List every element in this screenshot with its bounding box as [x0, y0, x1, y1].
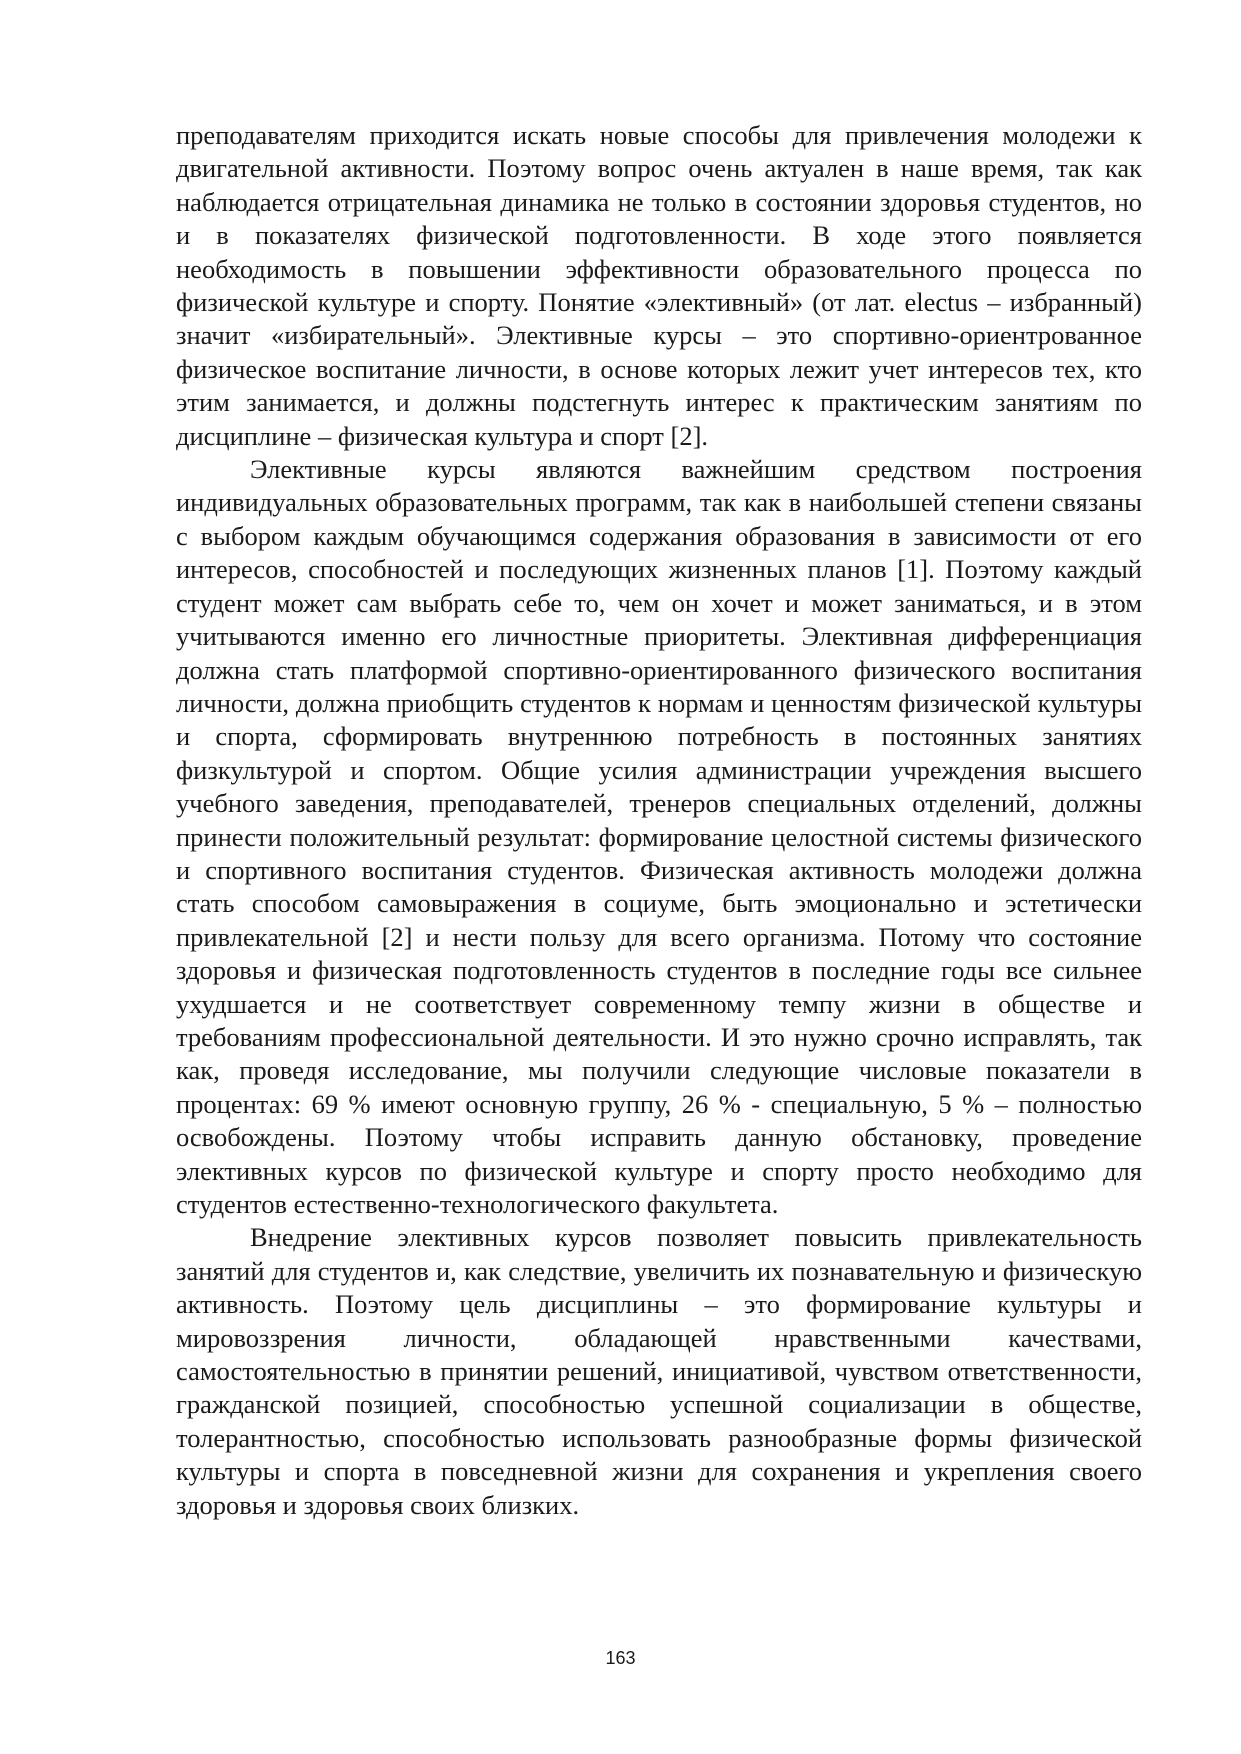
paragraph-3: Внедрение элективных курсов позволяет повысить привлекательность занятий для студентов и, как следствие, увеличить их познавательную и физическую активность. Поэтому цель дисциплины – это формирование культуры и мировоззрения личности, обладающей нравственными качествами, самостоятельностью в принятии решений, инициативой, чувством ответственности, гражданской позицией, способностью успешной социализации в обществе, толерантностью, способностью использовать разнообразные формы физической культуры и спорта в повседневной жизни для сохранения и укрепления своего здоровья и здоровья своих близких.: [176, 1222, 1142, 1520]
page-number: 163: [605, 1648, 636, 1668]
paragraph-2: Элективные курсы являются важнейшим средством построения индивидуальных образовательных программ, так как в наибольшей степени связаны с выбором каждым обучающимся содержания образования в зависимости от его интересов, способностей и последующих жизненных планов [1]. Поэтому каждый студент может сам выбрать себе то, чем он хочет и может заниматься, и в этом учитываются именно его личностные приоритеты. Элективная дифференциация должна стать платформой спортивно-ориентированного физического воспитания личности, должна приобщить студентов к нормам и ценностям физической культуры и спорта, сформировать внутреннюю потребность в постоянных занятиях физкультурой и спортом. Общие усилия администрации учреждения высшего учебного заведения, преподавателей, тренеров специальных отделений, должны принести положительный результат: формирование целостной системы физического и спортивного воспитания студентов. Физическая активность молодежи должна стать способом самовыражения в социуме, быть эмоционально и эстетически привлекательной [2] и нести пользу для всего организма. Потому что состояние здоровья и физическая подготовленность студентов в последние годы все сильнее ухудшается и не соответствует современному темпу жизни в обществе и требованиям профессиональной деятельности. И это нужно срочно исправлять, так как, проведя исследование, мы получили следующие числовые показатели в процентах: 69 % имеют основную группу, 26 % - специальную, 5 % – полностью освобождены. Поэтому чтобы исправить данную обстановку, проведение элективных курсов по физической культуре и спорту просто необходимо для студентов естественно-технологического факультета.: [176, 454, 1142, 1219]
body-text: [176, 119, 1142, 1522]
paragraph-1: преподавателям приходится искать новые способы для привлечения молодежи к двигательной активности. Поэтому вопрос очень актуален в наше время, так как наблюдается отрицательная динамика не только в состоянии здоровья студентов, но и в показателях физической подготовленности. В ходе этого появляется необходимость в повышении эффективности образовательного процесса по физической культуре и спорту. Понятие «элективный» (от лат. electus – избранный) значит «избирательный». Элективные курсы – это спортивно-ориентрованное физическое воспитание личности, в основе которых лежит учет интересов тех, кто этим занимается, и должны подстегнуть интерес к практическим занятиям по дисциплине – физическая культура и спорт [2].: [176, 120, 1142, 451]
